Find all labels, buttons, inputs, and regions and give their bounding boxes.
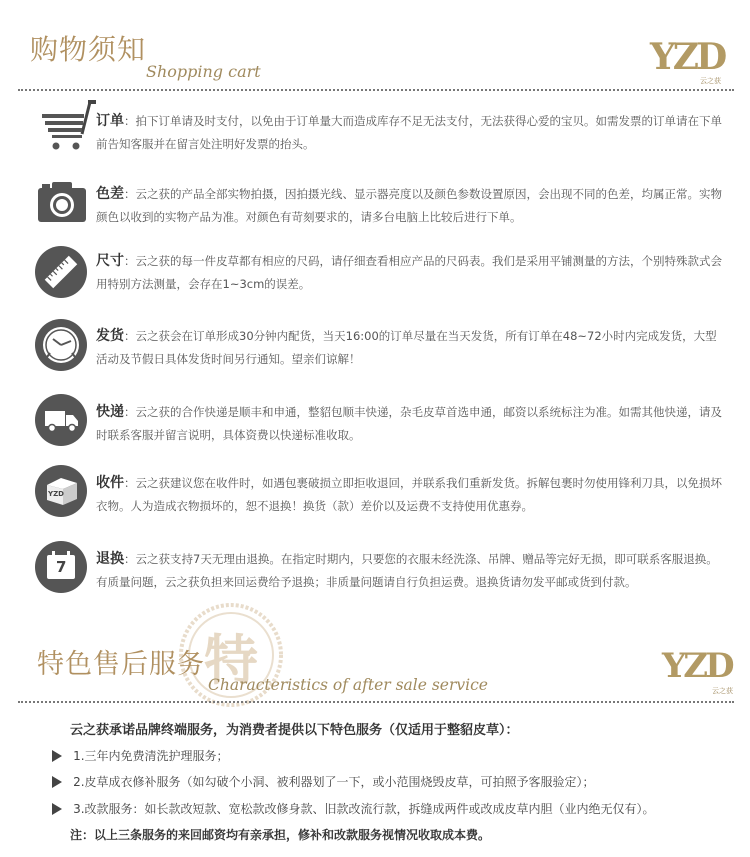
- calendar-icon: [35, 541, 87, 593]
- item-desc: ：云之获会在订单形成30分钟内配货，当天16:00的订单尽量在当天发货，所有订单在48~72小时内完成发货，大型活动及节假日具体发货时间另行通知。望亲们谅解！: [96, 329, 717, 366]
- info-item-color: [96, 183, 724, 229]
- item-desc: ：云之获的产品全部实物拍摄，因拍摄光线、显示器亮度以及颜色参数设置原因，会出现不同的色差，均属正常。实物颜色以收到的实物产品为准。对颜色有苛刻要求的，请多台电脑上比较后进行下单。: [96, 187, 722, 224]
- ruler-icon: [35, 246, 87, 298]
- service-text: 2.皮草成衣修补服务（如勾破个小洞、被利器划了一下，或小范围烧毁皮草，可拍照予客服验定）；: [73, 775, 595, 789]
- triangle-bullet-icon: [52, 776, 62, 788]
- item-label: 退换: [96, 551, 124, 567]
- service-item: [52, 798, 655, 817]
- section-subtitle-service: Characteristics of after sale service: [208, 676, 488, 694]
- section-title-shopping: 购物须知: [30, 33, 147, 66]
- info-item-size: [96, 250, 724, 296]
- brand-logo: [650, 36, 730, 88]
- calendar-icon-day: 7: [56, 558, 67, 576]
- box-icon: [35, 465, 87, 517]
- brand-logo-small: 云之获: [712, 687, 733, 695]
- brand-logo-text: YZD: [650, 36, 725, 78]
- section-subtitle-shopping: Shopping cart: [146, 62, 261, 81]
- cart-icon: [38, 100, 88, 150]
- camera-icon: [36, 180, 86, 230]
- brand-logo-2: [662, 646, 742, 698]
- section-title-service: 特色售后服务: [37, 649, 205, 680]
- item-label: 订单: [96, 113, 124, 129]
- item-label: 发货: [96, 328, 124, 344]
- service-text: 1.三年内免费清洗护理服务；: [73, 749, 229, 763]
- service-item: [52, 745, 229, 764]
- info-item-receipt: [96, 472, 724, 518]
- item-desc: ：云之获的每一件皮草都有相应的尺码，请仔细查看相应产品的尺码表。我们是采用平铺测量的方法，个别特殊款式会用特别方法测量，会存在1~3cm的误差。: [96, 254, 722, 291]
- service-text: 3.改款服务：如长款改短款、宽松款改修身款、旧款改流行款，拆缝成两件或改成皮草内胆（业内绝无仅有）。: [73, 802, 655, 816]
- info-item-return: [96, 548, 724, 594]
- info-item-express: [96, 401, 724, 447]
- service-item: [52, 771, 595, 790]
- triangle-bullet-icon: [52, 750, 62, 762]
- info-item-order: [96, 110, 724, 156]
- item-label: 收件: [96, 475, 124, 491]
- item-desc: ：云之获的合作快递是顺丰和申通，整貂包顺丰快递，杂毛皮草首选申通，邮资以系统标注为准。如需其他快递，请及时联系客服并留言说明，具体资费以快递标准收取。: [96, 405, 722, 442]
- item-label: 快递: [96, 404, 124, 420]
- item-desc: ：拍下订单请及时支付，以免由于订单量大而造成库存不足无法支付，无法获得心爱的宝贝。如需发票的订单请在下单前告知客服并在留言处注明好发票的抬头。: [96, 114, 722, 151]
- divider-top: [18, 89, 734, 91]
- clock-icon: [35, 319, 87, 371]
- info-item-shipping: [96, 325, 724, 371]
- item-desc: ：云之获支持7天无理由退换。在指定时期内，只要您的衣服未经洗涤、吊牌、赠品等完好无损，即可联系客服退换。有质量问题，云之获负担来回运费给予退换；非质量问题请自行负担运费。退换货请勿发平邮或货到付款。: [96, 552, 718, 589]
- item-label: 尺寸: [96, 253, 124, 269]
- service-intro: 云之获承诺品牌终端服务，为消费者提供以下特色服务（仅适用于整貂皮草）：: [70, 723, 519, 738]
- brand-logo-text: YZD: [662, 646, 732, 686]
- item-desc: ：云之获建议您在收件时，如遇包裹破损立即拒收退回，并联系我们重新发货。拆解包裹时勿使用锋利刀具，以免损坏衣物。人为造成衣物损坏的，恕不退换！换货（款）差价以及运费不支持使用优惠券。: [96, 476, 722, 513]
- service-note: 注：以上三条服务的来回邮资均有亲承担，修补和改款服务视情况收取成本费。: [70, 828, 491, 842]
- triangle-bullet-icon: [52, 803, 62, 815]
- stamp-char: 特: [204, 629, 258, 692]
- brand-logo-small: 云之获: [700, 77, 721, 85]
- item-label: 色差: [96, 186, 124, 202]
- truck-icon: [35, 394, 87, 446]
- divider-bottom: [18, 701, 734, 703]
- box-icon-label: YZD: [48, 490, 64, 498]
